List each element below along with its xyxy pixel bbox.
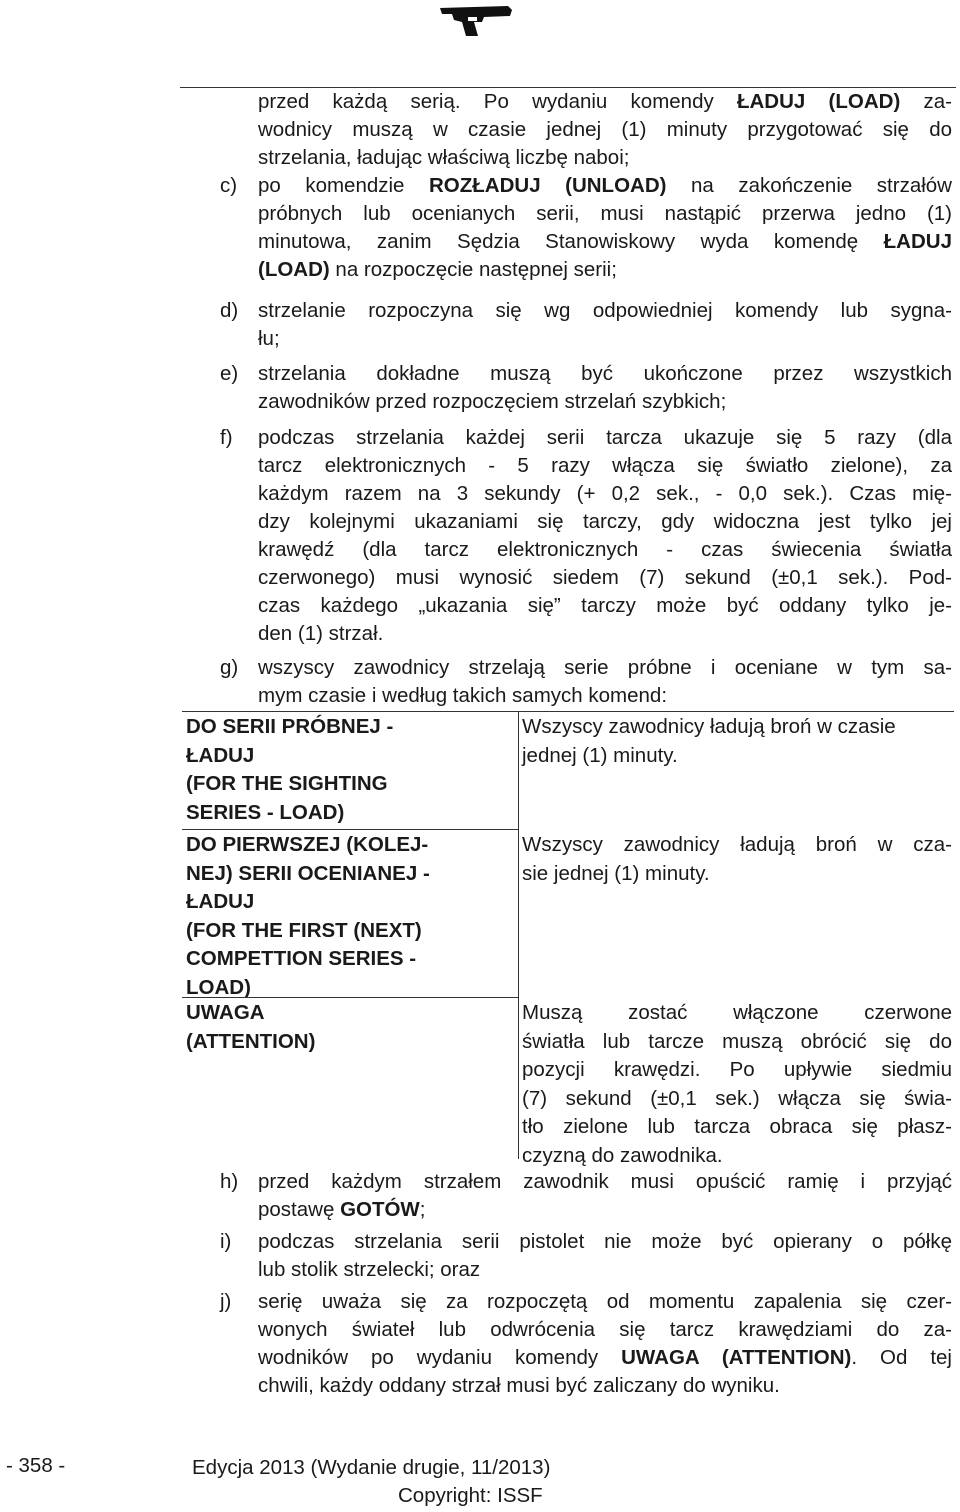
item-j-line-2: wonych świateł lub odwrócenia się tarcz krawędziami do za- <box>258 1318 952 1341</box>
item-j-marker: j) <box>220 1290 232 1313</box>
item-f-line-2: tarcz elektronicznych - 5 razy włącza się światło zielone), za <box>258 454 952 477</box>
item-g-marker: g) <box>220 656 239 679</box>
item-e-line-1: strzelania dokładne muszą być ukończone przez wszystkich <box>258 362 952 385</box>
description-line: sie jednej (1) minuty. <box>522 861 710 885</box>
item-h-line-2: postawę GOTÓW; <box>258 1198 426 1221</box>
command-cell: DO PIERWSZEJ (KOLEJ- NEJ) SERII OCENIANEJ - ŁADUJ (FOR THE FIRST (NEXT) COMPETTION SERIES - LOAD) <box>186 833 430 999</box>
page-number: - 358 - <box>6 1454 66 1477</box>
item-i-line-1: podczas strzelania serii pistolet nie może być opierany o półkę <box>258 1230 952 1253</box>
item-f-line-5: krawędź (dla tarcz elektronicznych - czas świecenia światła <box>258 538 952 561</box>
command-cell: DO SERII PRÓBNEJ - ŁADUJ (FOR THE SIGHTING SERIES - LOAD) <box>186 715 394 824</box>
table-row <box>182 711 954 829</box>
item-j-line-3: wodników po wydaniu komendy UWAGA (ATTENTION). Od tej <box>258 1346 952 1369</box>
item-i-marker: i) <box>220 1230 232 1253</box>
item-c-line-3: minutowa, zanim Sędzia Stanowiskowy wyda komendę ŁADUJ <box>258 230 952 253</box>
item-j-line-4: chwili, każdy oddany strzał musi być zaliczany do wyniku. <box>258 1374 780 1397</box>
item-i-line-2: lub stolik strzelecki; oraz <box>258 1258 481 1281</box>
item-f-line-6: czerwonego) musi wynosić siedem (7) sekund (±0,1 sek.). Pod- <box>258 566 952 589</box>
item-c-marker: c) <box>220 174 238 197</box>
description-cell <box>522 999 952 1170</box>
item-f-line-8: den (1) strzał. <box>258 622 384 645</box>
table-row <box>182 829 954 999</box>
description-cell <box>522 713 952 770</box>
description-line: Wszyscy zawodnicy ładują broń w cza- <box>522 833 952 856</box>
paragraph-b-line-2: wodnicy muszą w czasie jednej (1) minuty przygotować się do <box>258 118 952 141</box>
item-d-line-2: łu; <box>258 327 280 350</box>
edition-note: Edycja 2013 (Wydanie drugie, 11/2013) <box>192 1456 551 1479</box>
item-g-line-2: mym czasie i według takich samych komend: <box>258 684 668 707</box>
description-line: światła lub tarcze muszą obrócić się do <box>522 1029 952 1053</box>
command-cell: UWAGA (ATTENTION) <box>186 1001 316 1053</box>
description-line: jednej (1) minuty. <box>522 743 678 767</box>
item-j-line-1: serię uważa się za rozpoczętą od momentu zapalenia się czer- <box>258 1290 952 1313</box>
item-c-line-4: (LOAD) na rozpoczęcie następnej serii; <box>258 258 617 281</box>
description-line: czyzną do zawodnika. <box>522 1143 723 1167</box>
description-cell <box>522 831 952 888</box>
item-d-marker: d) <box>220 299 239 322</box>
item-f-line-3: każdym razem na 3 sekundy (+ 0,2 sek., - 0,0 sek.). Czas mię- <box>258 482 952 505</box>
pistol-icon <box>438 2 514 38</box>
item-g-line-1: wszyscy zawodnicy strzelają serie próbne i oceniane w tym sa- <box>258 656 952 679</box>
description-line: tło zielone lub tarcza obraca się płasz- <box>522 1115 952 1138</box>
item-e-marker: e) <box>220 362 239 385</box>
item-c-line-1: po komendzie ROZŁADUJ (UNLOAD) na zakończenie strzałów <box>258 174 952 197</box>
copyright-note: Copyright: ISSF <box>398 1484 543 1507</box>
item-f-line-1: podczas strzelania każdej serii tarcza ukazuje się 5 razy (dla <box>258 426 952 449</box>
description-line: Wszyscy zawodnicy ładują broń w czasie <box>522 715 896 738</box>
description-line: Muszą zostać włączone czerwone <box>522 1001 952 1024</box>
item-f-line-7: czas każdego „ukazania się” tarczy może być oddany tylko je- <box>258 594 952 617</box>
item-c-line-2: próbnych lub ocenianych serii, musi nastąpić przerwa jedno (1) <box>258 202 952 225</box>
paragraph-b-line-1: przed każdą serią. Po wydaniu komendy ŁADUJ (LOAD) za- <box>258 90 952 113</box>
description-line: pozycji krawędzi. Po upływie siedmiu <box>522 1058 952 1081</box>
item-f-line-4: dzy kolejnymi ukazaniami się tarczy, gdy widoczna jest tylko jej <box>258 510 952 533</box>
item-d-line-1: strzelanie rozpoczyna się wg odpowiedniej komendy lub sygna- <box>258 299 952 322</box>
description-line: (7) sekund (±0,1 sek.) włącza się świa- <box>522 1086 952 1110</box>
item-f-marker: f) <box>220 426 233 449</box>
item-e-line-2: zawodników przed rozpoczęciem strzelań szybkich; <box>258 390 727 413</box>
item-h-marker: h) <box>220 1170 239 1193</box>
item-h-line-1: przed każdym strzałem zawodnik musi opuścić ramię i przyjąć <box>258 1170 952 1193</box>
paragraph-b-line-3: strzelania, ładując właściwą liczbę naboi; <box>258 146 630 169</box>
table-row <box>182 997 954 1167</box>
